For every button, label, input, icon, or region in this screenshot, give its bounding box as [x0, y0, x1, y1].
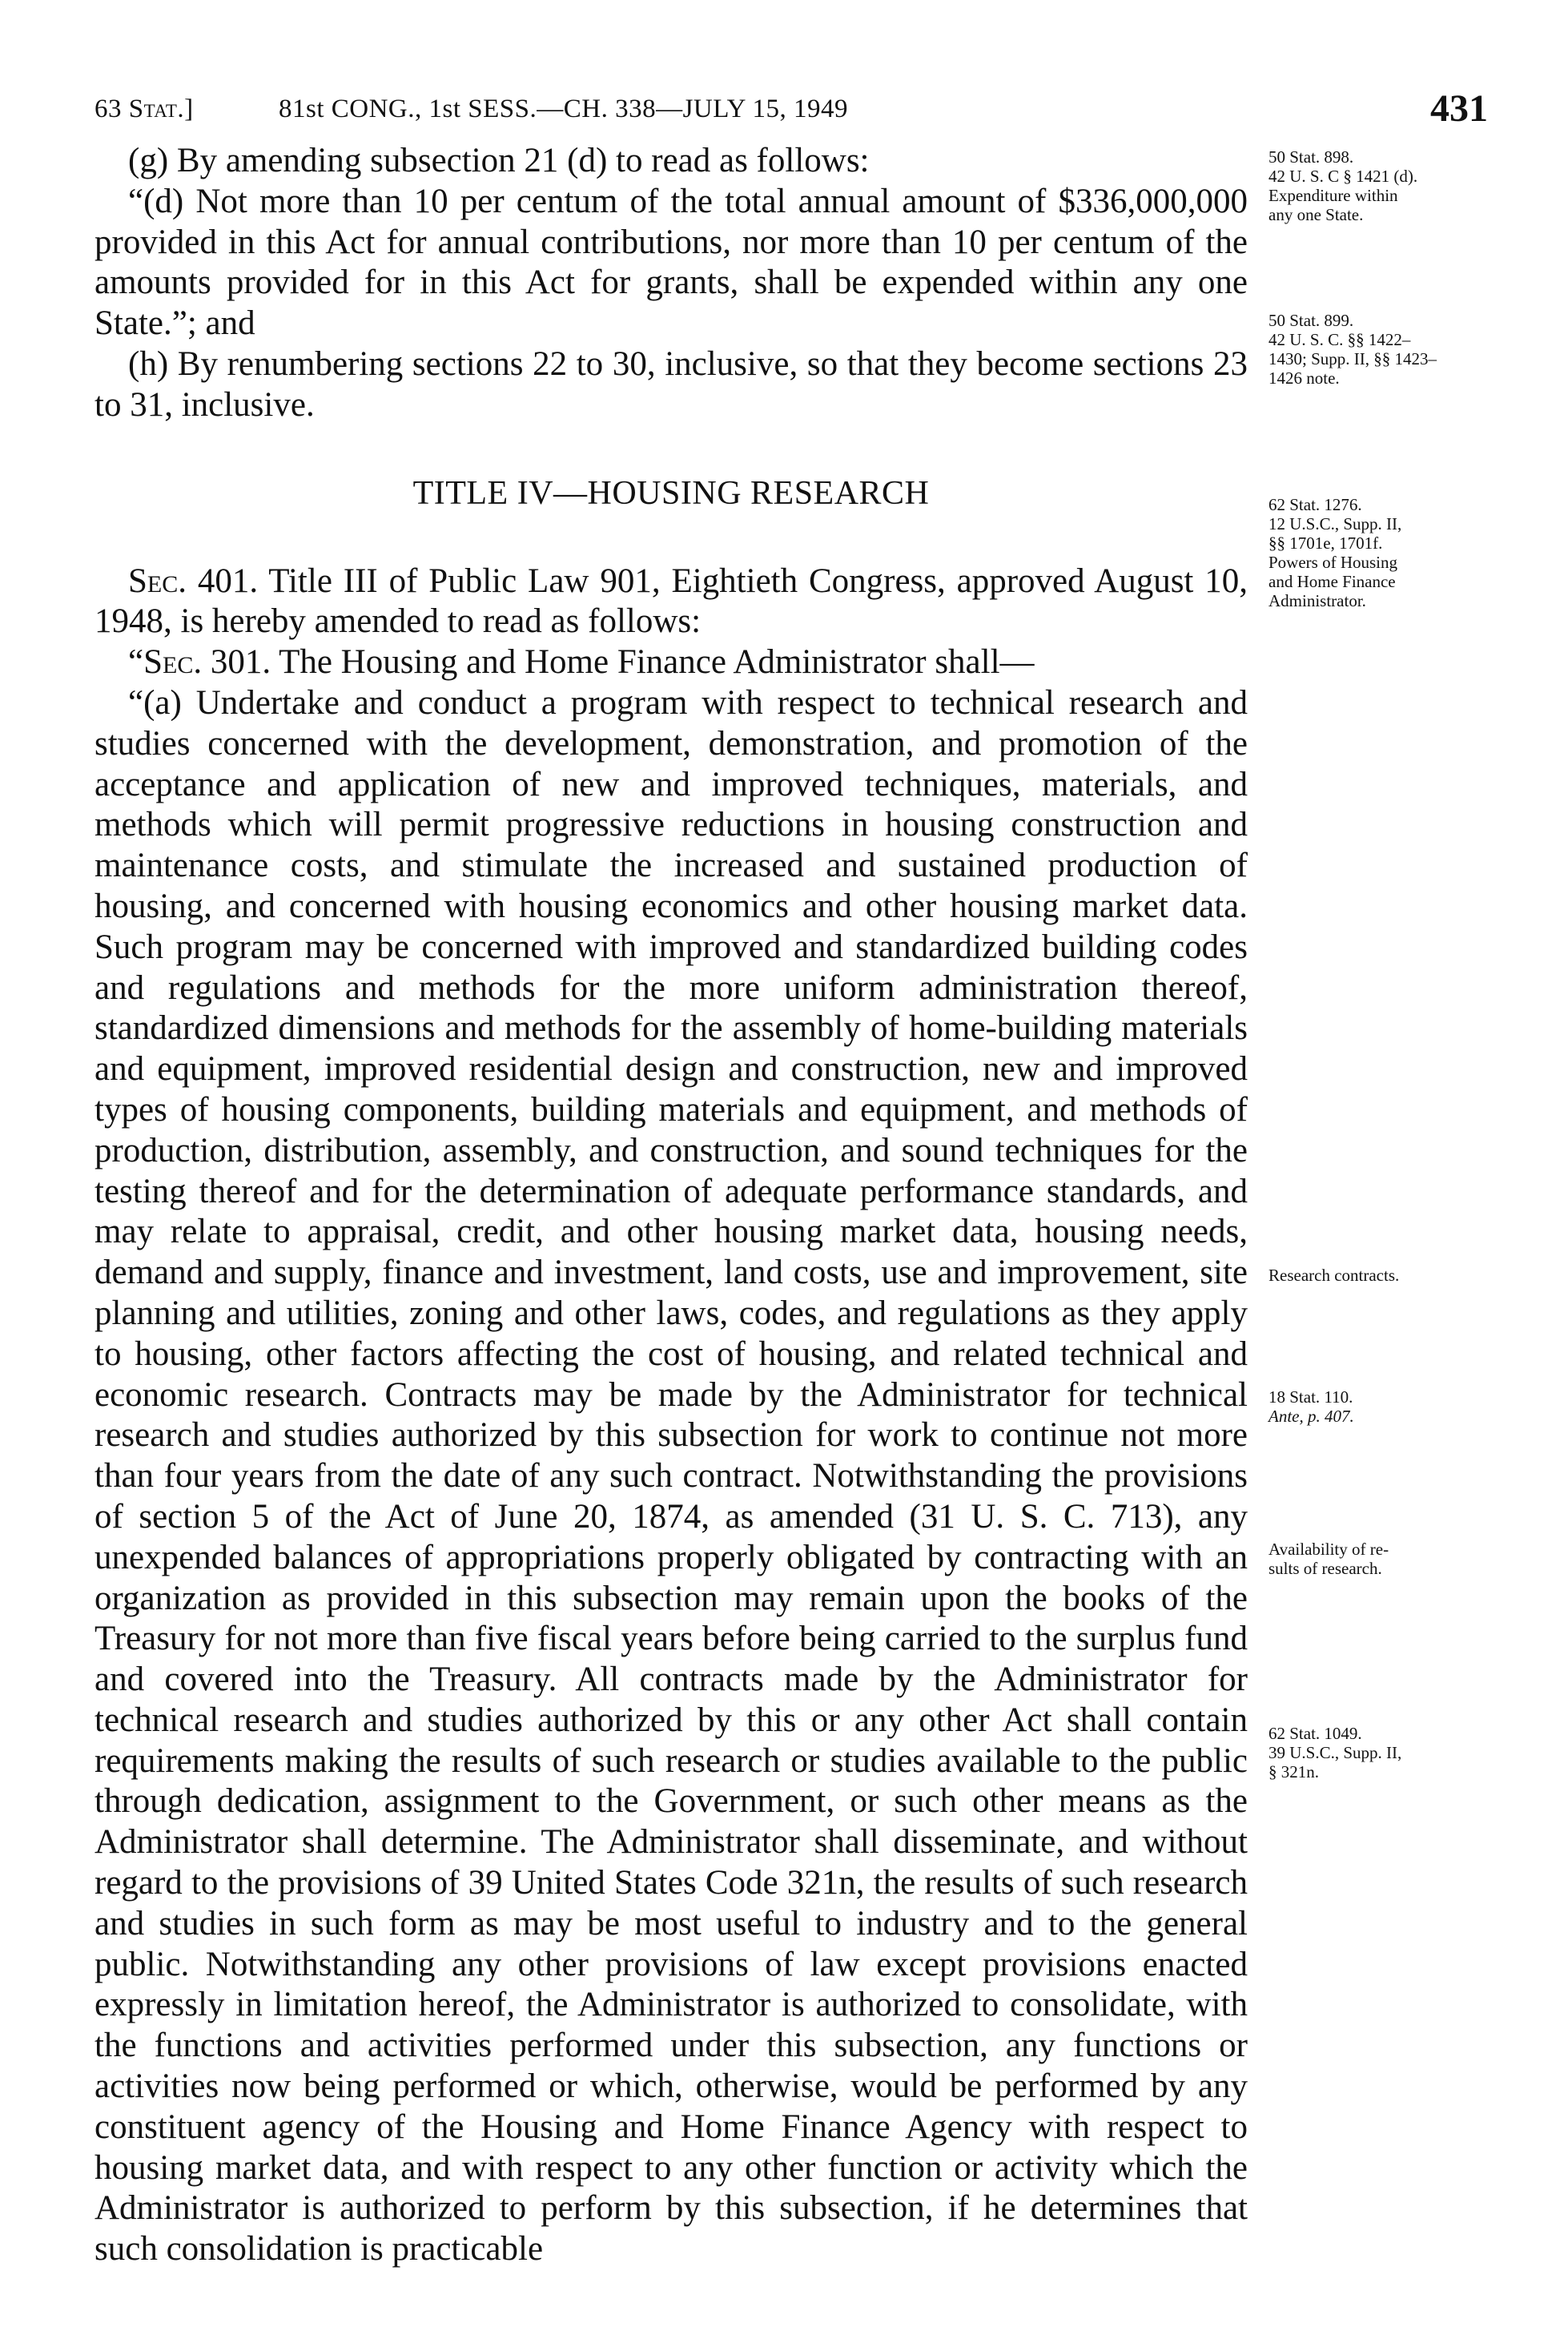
section-401 — [94, 562, 1248, 643]
margin-note-availability — [1268, 1540, 1509, 1578]
margin-note-line: 1426 note. — [1268, 368, 1340, 388]
margin-note-line: Ante, p. 407. — [1268, 1407, 1354, 1426]
margin-note-expenditure — [1268, 147, 1509, 224]
margin-note-line: 39 U.S.C., Supp. II, — [1268, 1743, 1402, 1762]
margin-note-line: sults of research. — [1268, 1559, 1382, 1578]
margin-note-line: any one State. — [1268, 205, 1364, 224]
section-label: Sec. — [128, 562, 187, 600]
margin-note-line: and Home Finance — [1268, 572, 1396, 591]
margin-note-renumbering — [1268, 311, 1509, 388]
statute-volume: 63 Stat.] — [94, 95, 194, 123]
section-label: “Sec. — [128, 643, 203, 682]
margin-note-line: 62 Stat. 1049. — [1268, 1724, 1362, 1743]
margin-note-18-stat — [1268, 1387, 1509, 1426]
margin-note-powers — [1268, 495, 1509, 610]
margin-note-line: 42 U. S. C § 1421 (d). — [1268, 167, 1418, 186]
section-301-text: 301. The Housing and Home Finance Administrator shall— — [210, 643, 1035, 682]
section-301 — [94, 642, 1248, 683]
margin-note-line: Research contracts. — [1268, 1266, 1400, 1285]
margin-note-62-stat-1049 — [1268, 1724, 1509, 1781]
margin-note-line: 50 Stat. 898. — [1268, 147, 1354, 167]
page-number: 431 — [1430, 87, 1488, 130]
session-chapter-date: 81st CONG., 1st SESS.—CH. 338—JULY 15, 1949 — [279, 95, 848, 123]
margin-note-line: §§ 1701e, 1701f. — [1268, 533, 1383, 553]
section-401-text: 401. Title III of Public Law 901, Eightieth Congress, approved August 10, 1948, is hereby amended to read as follows: — [94, 562, 1248, 641]
paragraph-h: (h) By renumbering sections 22 to 30, inclusive, so that they become sections 23 to 31, inclusive. — [94, 344, 1248, 424]
paragraph-g: (g) By amending subsection 21 (d) to read as follows: — [128, 142, 870, 179]
margin-note-line: 62 Stat. 1276. — [1268, 495, 1362, 514]
document-body — [94, 141, 1248, 2270]
margin-note-line: 1430; Supp. II, §§ 1423– — [1268, 349, 1437, 368]
margin-note-line: 18 Stat. 110. — [1268, 1387, 1353, 1407]
paragraph-a: “(a) Undertake and conduct a program with respect to technical research and studies concerned with the development, demonstration, and promotion of the acceptance and application of new and improved techniques, materials, and methods which will permit progressive reductions in housing construction and maintenance costs, and stimulate the increased and sustained production of housing, and concerned with housing economics and other housing market data. Such program may be concerned with improved and standardized building codes and regulations and methods for the more uniform administration thereof, standardized dimensions and methods for the assembly of home-building materials and equipment, improved residential design and construction, new and improved types of housing components, building materials and equipment, and methods of production, distribution, assembly, and construction, and sound techniques for the testing thereof and for the determination of adequate performance standards, and may relate to appraisal, credit, and other housing market data, housing needs, demand and supply, finance and investment, land costs, use and improvement, site planning and utilities, zoning and other laws, codes, and regulations as they apply to housing, other factors affecting the cost of housing, and related technical and economic research. Contracts may be made by the Administrator for technical research and studies authorized by this subsection for work to continue not more than four years from the date of any such contract. Notwithstanding the provisions of section 5 of the Act of June 20, 1874, as amended (31 U. S. C. 713), any unexpended balances of appropriations properly obligated by contracting with an organization as provided in this subsection may remain upon the books of the Treasury for not more than five fiscal years before being carried to the surplus fund and covered into the Treasury. All contracts made by the Administrator for technical research and studies authorized by this or any other Act shall contain requirements making the results of such research or studies available to the public through dedication, assignment to the Government, or such other means as the Administrator shall determine. The Administrator shall disseminate, and without regard to the provisions of 39 United States Code 321n, the results of such research and studies in such form as may be most useful to industry and to the general public. Notwithstanding any other provisions of law except provisions enacted expressly in limitation hereof, the Administrator is authorized to consolidate, with the functions and activities performed under this subsection, any functions or activities now being performed or which, otherwise, would be performed by any constituent agency of the Housing and Home Finance Agency with respect to housing market data, and with respect to any other function or activity which the Administrator is authorized to perform by this subsection, if he determines that such consolidation is practicable — [94, 683, 1248, 2268]
margin-note-line: 42 U. S. C. §§ 1422– — [1268, 330, 1411, 349]
margin-note-line: Administrator. — [1268, 591, 1366, 610]
title-iv-heading: TITLE IV—HOUSING RESEARCH — [412, 474, 930, 512]
paragraph-d: “(d) Not more than 10 per centum of the total annual amount of $336,000,000 provided in this Act for annual contributions, nor more than 10 per centum of the amounts provided for in this Act for grants, shall be expended within any one State.”; and — [94, 182, 1248, 343]
margin-note-line: Availability of re- — [1268, 1540, 1389, 1559]
margin-note-research-contracts — [1268, 1266, 1509, 1285]
margin-note-line: Expenditure within — [1268, 186, 1398, 205]
margin-note-line: 12 U.S.C., Supp. II, — [1268, 514, 1402, 533]
margin-note-line: 50 Stat. 899. — [1268, 311, 1354, 330]
margin-note-line: Powers of Housing — [1268, 553, 1397, 572]
margin-note-line: § 321n. — [1268, 1762, 1319, 1781]
page-header — [94, 87, 1488, 135]
